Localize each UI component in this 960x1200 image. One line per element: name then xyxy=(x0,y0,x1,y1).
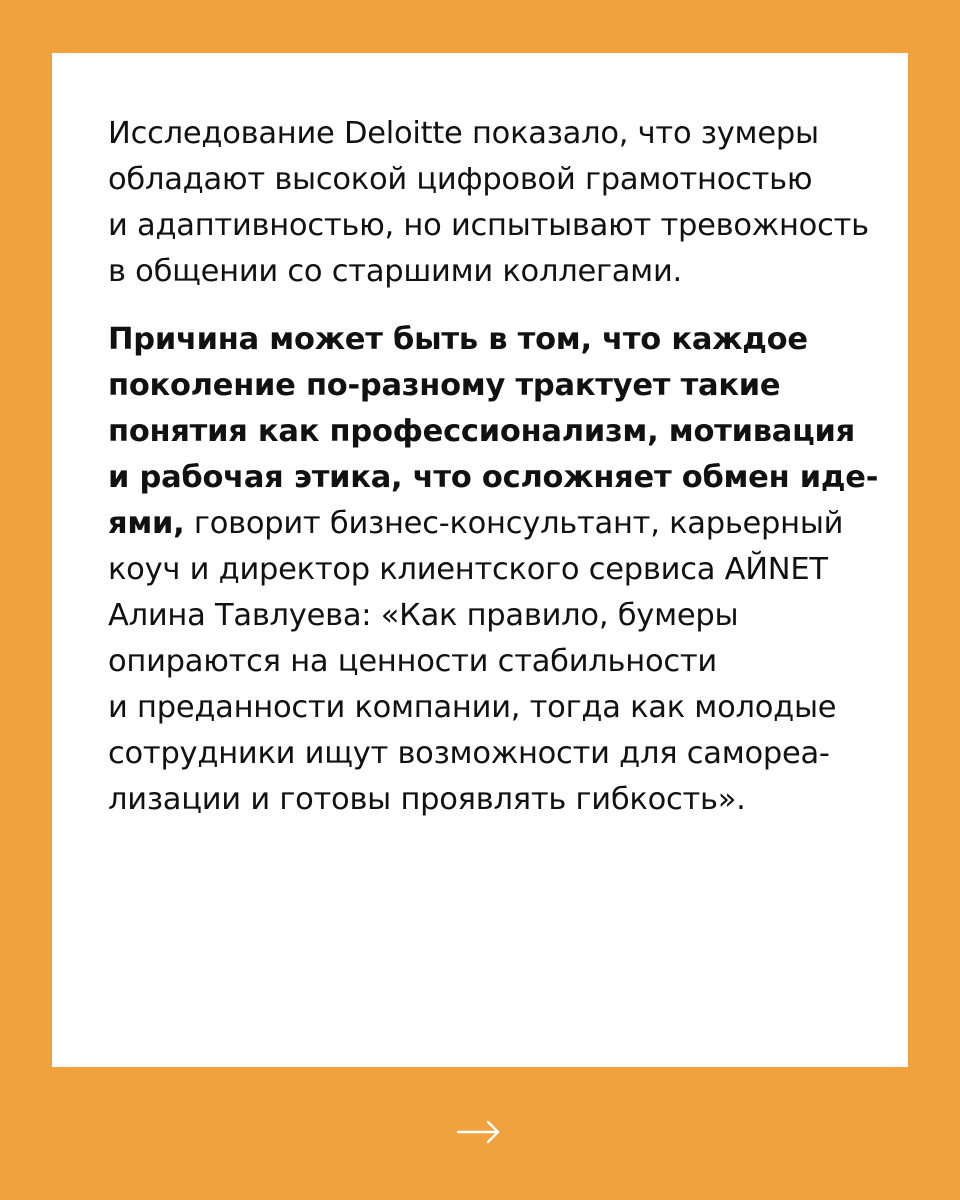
mixed-text-line xyxy=(108,501,868,547)
paragraph-quote xyxy=(108,317,879,823)
content-card xyxy=(52,53,908,1067)
text-line: сотрудники ищут возможности для самореа- xyxy=(108,736,830,771)
bold-text-line: понятия как профессионализм, мотивация xyxy=(108,414,855,449)
bold-text-line: Причина может быть в том, что каждое xyxy=(108,322,808,357)
bold-text-line: поколение по-разному трактует такие xyxy=(108,368,781,403)
article-text xyxy=(108,111,879,823)
text-line: и преданности компании, тогда как молодые xyxy=(108,690,837,725)
text-line: Алина Тавлуева: «Как правило, бумеры xyxy=(108,598,739,633)
regular-fragment: говорит бизнес-консультант, карьерный xyxy=(184,506,844,541)
bold-fragment: ями, xyxy=(108,506,185,541)
text-line: Исследование Deloitte показало, что зумеры xyxy=(108,116,819,151)
text-line: обладают высокой цифровой грамотностью xyxy=(108,162,813,197)
paragraph-intro xyxy=(108,111,868,295)
bold-text-line: и рабочая этика, что осложняет обмен иде- xyxy=(108,460,879,495)
text-line: и адаптивностью, но испытывают тревожность xyxy=(108,208,869,243)
text-line: в общении со старшими коллегами. xyxy=(108,254,682,289)
text-line: лизации и готовы проявлять гибкость». xyxy=(108,782,746,817)
text-line: коуч и директор клиентского сервиса АЙNET xyxy=(108,552,828,587)
text-line: опираются на ценности стабильности xyxy=(108,644,717,679)
right-arrow-icon[interactable] xyxy=(456,1112,502,1152)
